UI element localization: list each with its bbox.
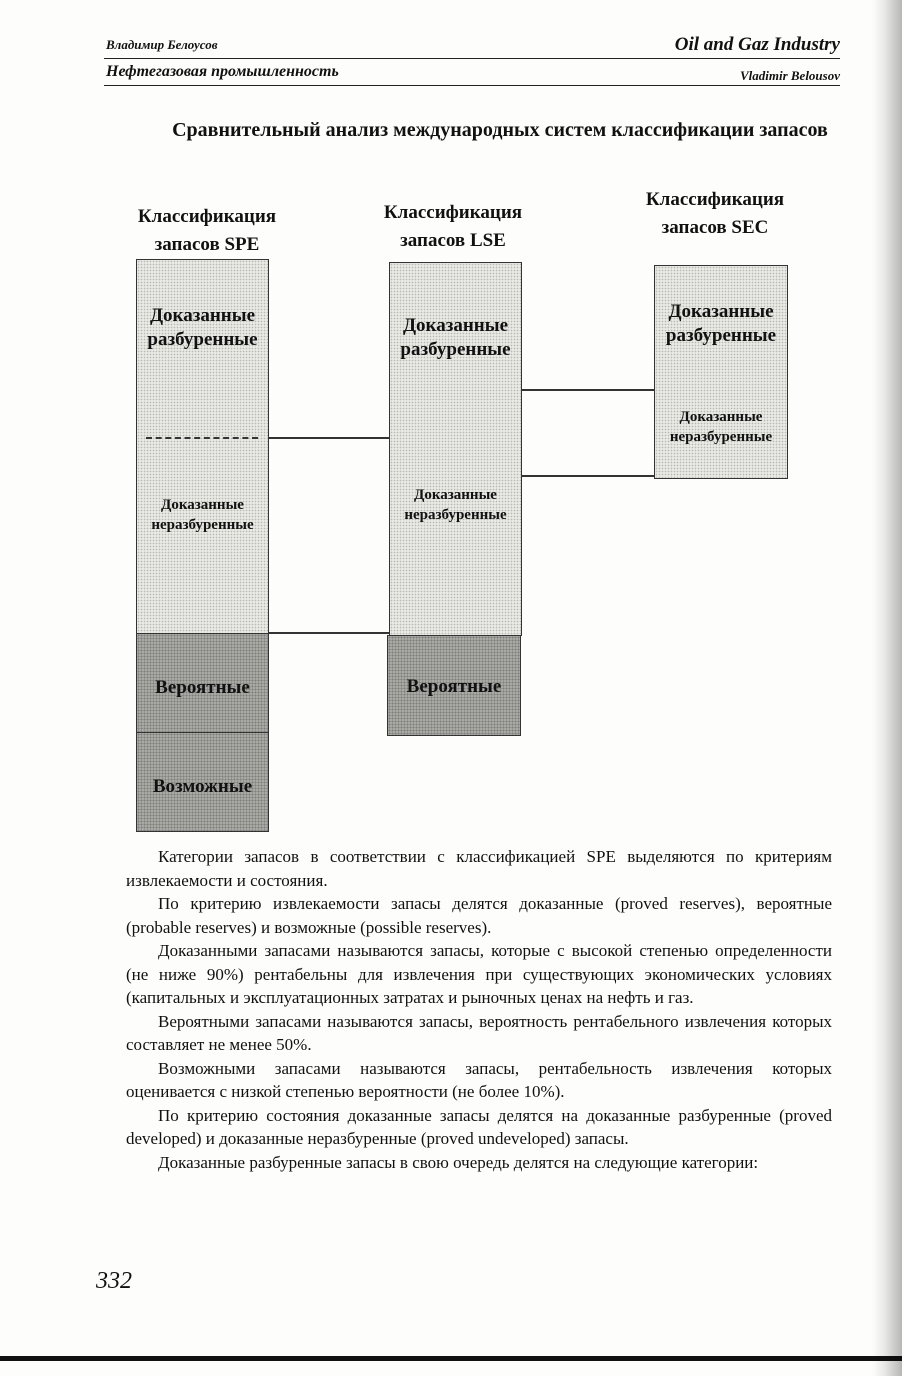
lse-column-header (358, 199, 548, 254)
paragraph: Доказанные разбуренные запасы в свою очередь делятся на следующие категории: (158, 1152, 759, 1172)
sec-header-line-2: запасов SEC (661, 216, 769, 238)
header-journal-ru: Нефтегазовая промышленность (106, 63, 339, 80)
sec-undeveloped-label: Доказанные неразбуренные (669, 409, 773, 445)
connector-lse-sec-undeveloped (522, 475, 654, 477)
paragraph: Категории запасов в соответствии с классификацией SPE выделяются по критериям извлекаемости и состояния. (126, 847, 832, 890)
spe-undeveloped-label: Доказанные неразбуренные (151, 497, 254, 533)
header-author-ru: Владимир Белоусов (106, 37, 218, 52)
connector-lse-sec-developed (522, 389, 654, 391)
lse-header-line-2: запасов LSE (400, 229, 506, 251)
header-journal-en: Oil and Gaz Industry (674, 34, 840, 55)
paragraph: Вероятными запасами называются запасы, вероятность рентабельного извлечения которых составляет не менее 50%. (126, 1011, 832, 1054)
paragraph: Доказанными запасами называются запасы, которые с высокой степенью определенности (не ниже 90%) рентабельны для извлечения при существующих экономических условиях (капитальных и эксплуатационных затратах и рыночных ценах на нефть и газ. (126, 941, 832, 1007)
lse-probable-label: Вероятные (406, 676, 502, 697)
lse-undeveloped-label: Доказанные неразбуренные (404, 487, 507, 523)
page-number: 332 (96, 1268, 132, 1294)
connector-spe-lse-proved (269, 437, 389, 439)
page-edge-shadow (872, 0, 902, 1376)
spe-possible-label: Возможные (152, 776, 253, 797)
spe-developed-label: Доказанные разбуренные (147, 305, 258, 350)
spe-header-line-2: запасов SPE (154, 233, 260, 255)
header-author-en: Vladimir Belousov (739, 68, 840, 83)
paragraph: По критерию извлекаемости запасы делятся доказанные (proved reserves), вероятные (probable reserves) и возможные (possible reserves). (126, 894, 832, 937)
paragraph: По критерию состояния доказанные запасы делятся на доказанные разбуренные (proved developed) и доказанные неразбуренные (proved undeveloped) запасы. (126, 1105, 832, 1148)
header-rule-bottom (104, 85, 840, 86)
spe-dashed-divider (146, 437, 258, 439)
sec-column-header (620, 186, 810, 241)
paragraph: Возможными запасами называются запасы, рентабельность извлечения которых оценивается с низкой степенью вероятности (не более 10%). (126, 1058, 832, 1101)
bottom-scan-border (0, 1356, 902, 1361)
figure-title: Сравнительный анализ международных систем классификации запасов (172, 119, 828, 141)
lse-header-line-1: Классификация (383, 202, 523, 223)
spe-column-header (112, 203, 302, 258)
spe-probable-label: Вероятные (155, 677, 250, 698)
spe-header-line-1: Классификация (137, 206, 277, 227)
sec-developed-label: Доказанные разбуренные (665, 301, 777, 346)
lse-developed-label: Доказанные разбуренные (400, 315, 511, 360)
sec-header-line-1: Классификация (645, 189, 785, 210)
connector-spe-lse-probable (269, 632, 389, 634)
body-text (126, 845, 832, 1174)
header-rule-top (104, 58, 840, 59)
